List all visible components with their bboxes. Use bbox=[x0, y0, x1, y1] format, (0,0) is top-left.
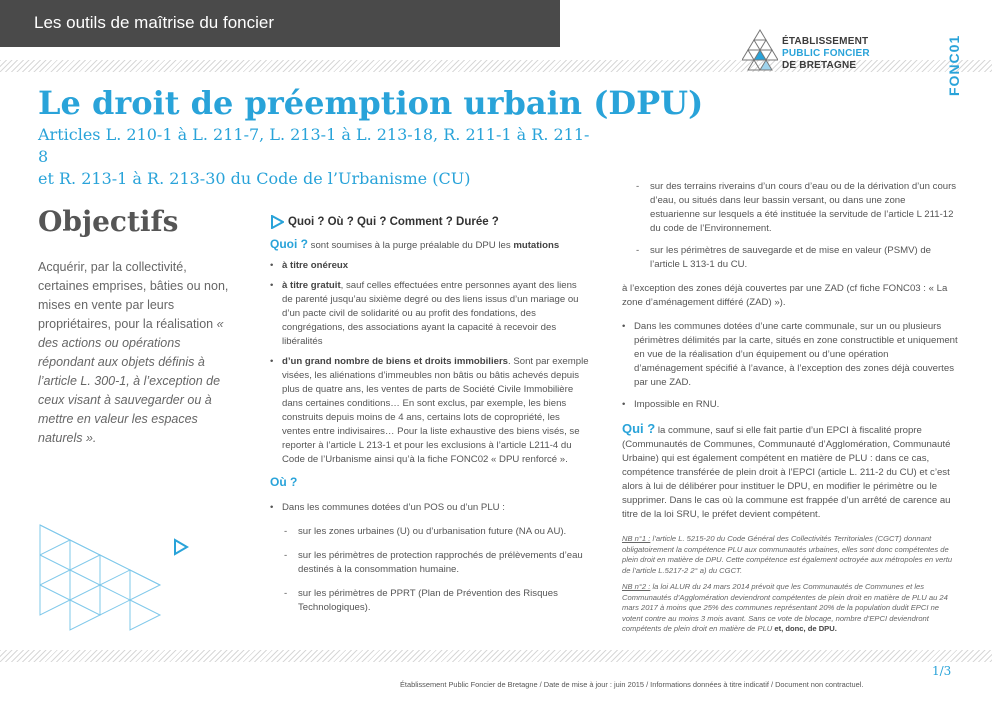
bullet-pos-plu: • Dans les communes dotées d’un POS ou d’un PLU : bbox=[270, 501, 590, 515]
bullet-titre-gratuit: • à titre gratuit, sauf celles effectuées entre personnes ayant des liens de parenté jusqu’au sixième degré ou des liens issus d’un mariage ou d’un pacte civil de solidarité ou au profit des fondations, des congrégations, des associations ayant la capacité à recevoir des libéralités bbox=[270, 279, 590, 349]
document-code: FONC01 bbox=[946, 34, 962, 96]
quoi-paragraph: Quoi ? sont soumises à la purge préalable du DPU les mutations bbox=[270, 237, 560, 251]
page-number: 1/3 bbox=[932, 664, 952, 678]
bottom-hatch-band bbox=[0, 650, 992, 662]
ou-heading: Où ? bbox=[270, 475, 298, 489]
zad-exception: à l’exception des zones déjà couvertes par une ZAD (cf fiche FONC03 : « La zone d’aménagement différé (ZAD) »). bbox=[622, 283, 948, 308]
qui-paragraph: Qui ? la commune, sauf si elle fait partie d’un EPCI à fiscalité propre (Communautés de Communes, Communauté d’Agglomération, Communauté Urbaine) qui est également compétent en matière de PLU : dans ce cas, compétence transférée de plein droit à l’EPCI (article L. 211-2 du CU) et c’est alors à lui de délibérer pour instituer le DPU, en modifier le périmètre ou le supprimer. Dans le cas où la commune est frappée d’un arrêté de carence au titre de la loi SRU, le préfet devient compétent. bbox=[622, 421, 951, 520]
dash-cours-eau: - sur des terrains riverains d’un cours d’eau ou de la dérivation d’un cours d’eau, ou situés dans leur bassin versant, ou dans une zone estuarienne sur lesquels a été instituée la servitude de l’article L 211-12 du code de l’Environnement. bbox=[632, 180, 958, 236]
note-nb2: NB n°2 : la loi ALUR du 24 mars 2014 prévoit que les Communautés de Communes et les Communautés d’Agglomération deviendront compétentes de plein droit en matière de PLU au 24 mars 2017 à moins que 25% des communes représentant 20% de la population dudit EPCI ne votent contre au moins 3 mois avant. Sans ce vote de blocage, nombre d’EPCI deviendront compétents de plein droit en matière de PLU et, donc, de DPU. bbox=[622, 582, 948, 633]
note-nb1: NB n°1 : l’article L. 5215-20 du Code Général des Collectivités Territoriales (CGCT) donnant obligatoirement la compétence PLU aux communautés urbaines, elles sont donc compétentes de plein droit en matière de DPU. Cette compétence est également octroyée aux métropoles en vertu de l’article L.5217-2 2° a) du CGCT. bbox=[622, 534, 953, 575]
play-triangle-icon bbox=[270, 215, 284, 229]
column-right bbox=[622, 180, 958, 641]
section-header-bar bbox=[0, 0, 560, 47]
dash-protection-eau: - sur les périmètres de protection rapprochés de prélèvements d’eau destinés à la consommation humaine. bbox=[280, 549, 590, 577]
footer-text: Établissement Public Foncier de Bretagne / Date de mise à jour : juin 2015 / Informations données à titre indicatif / Document non contractuel. bbox=[400, 680, 864, 689]
objectifs-text: Acquérir, par la collectivité, certaines emprises, bâties ou non, mises en vente par leurs propriétaires, pour la réalisation « des actions ou opérations répondant aux objets définis à l’article L. 300-1, à l’exception de ceux visant à sauvegarder ou à mettre en valeur les espaces naturels ». bbox=[38, 260, 229, 445]
column-middle bbox=[270, 215, 590, 621]
page-subtitle: Articles L. 210-1 à L. 211-7, L. 213-1 à L. 213-18, R. 211-1 à R. 211-8 et R. 213-1 à R. 213-30 du Code de l’Urbanisme (CU) bbox=[38, 125, 590, 188]
page-title: Le droit de préemption urbain (DPU) bbox=[38, 84, 704, 122]
bullet-rnu: • Impossible en RNU. bbox=[622, 398, 958, 412]
bullet-titre-onereux: • à titre onéreux bbox=[270, 259, 590, 273]
decorative-triangles bbox=[30, 515, 205, 645]
objectifs-heading: Objectifs bbox=[38, 205, 179, 238]
section-title: Les outils de maîtrise du foncier bbox=[34, 13, 275, 32]
logo bbox=[740, 26, 900, 82]
logo-text: ÉTABLISSEMENT PUBLIC FONCIER DE BRETAGNE bbox=[782, 36, 870, 71]
questions-heading: Quoi ? Où ? Qui ? Comment ? Durée ? bbox=[270, 215, 590, 229]
dash-zones-urbaines: - sur les zones urbaines (U) ou d’urbanisation future (NA ou AU). bbox=[280, 525, 590, 539]
bullet-carte-communale: • Dans les communes dotées d’une carte communale, sur un ou plusieurs périmètres délimités par la carte, situés en zone constructible et uniquement en vue de la réalisation d’un équipement ou d’une opération d’aménagement spécifié à l’avance, à l’exception des zones déjà couvertes par une ZAD. bbox=[622, 320, 958, 390]
logo-icon bbox=[742, 28, 778, 80]
bullet-biens-droits: • d’un grand nombre de biens et droits immobiliers. Sont par exemple visées, les aliénations d’immeubles non bâtis ou bâtis achevés depuis plus de quatre ans, les ventes de parts de Société Civile Immobilière dans certaines conditions… En sont exclus, par exemple, les biens construits depuis moins de 4 ans, certains lots de copropriété, les ventes entre indivisaires… Pour la liste exhaustive des biens visés, se reporter à l’article L 213-1 et pour les exclusions à l’article L211-4 du Code de l’Urbanisme ainsi qu’à la fiche FONC02 « DPU renforcé ». bbox=[270, 355, 590, 467]
dash-pprt: - sur les périmètres de PPRT (Plan de Prévention des Risques Technologiques). bbox=[280, 587, 590, 615]
dash-psmv: - sur les périmètres de sauvegarde et de mise en valeur (PSMV) de l’article L 313-1 du CU. bbox=[632, 244, 958, 272]
